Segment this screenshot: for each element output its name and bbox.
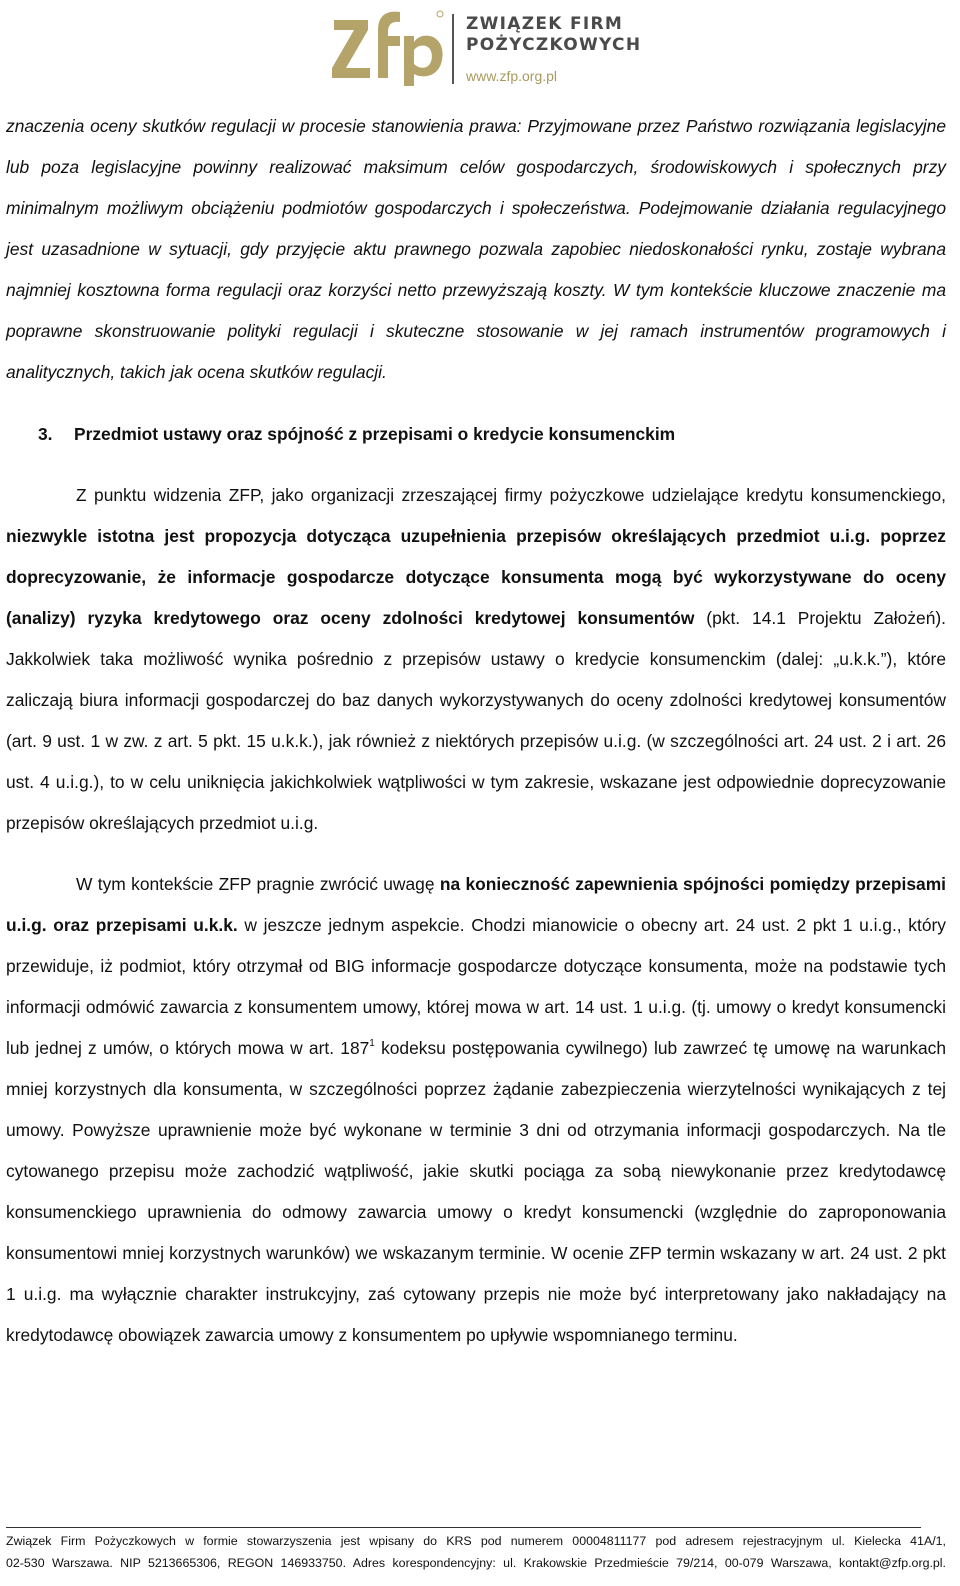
footer-divider: [6, 1527, 921, 1528]
footer: [6, 1530, 946, 1574]
organization-name: [466, 14, 641, 56]
organization-name-line2: POŻYCZKOWYCH: [466, 35, 642, 55]
paragraph-consistency: [6, 864, 946, 1356]
paragraph-consistency-bold: na konieczność zapewnienia spójności pomiędzy przepisami u.i.g. oraz przepisami u.k.k.: [6, 874, 946, 935]
organization-logo: [330, 6, 660, 86]
paragraph-subject: [6, 475, 946, 844]
organization-name-line1: ZWIĄZEK FIRM: [466, 14, 624, 34]
section-number: 3.: [38, 424, 53, 444]
paragraph-consistency-text-c: w jeszcze jednym aspekcie. Chodzi mianowicie o obecny art. 24 ust. 2 pkt 1 u.i.g., który przewiduje, iż podmiot, który otrzymał od BIG informacje gospodarcze dotyczące konsumenta, może na podstawie tych informacji odmówić zawarcia z konsumentem umowy, której mowa w art. 14 ust. 1 u.i.g. (tj. umowy o kredyt konsumencki lub jednej z umów, o których mowa w art. 187: [6, 915, 946, 1058]
superscript-marker: 1: [369, 1038, 375, 1049]
paragraph-subject-bold: niezwykle istotna jest propozycja dotycząca uzupełnienia przepisów określających przedmiot u.i.g. poprzez doprecyzowanie, że informacje gospodarcze dotyczące konsumenta mogą być wykorzystywane do oceny (analizy) ryzyka kredytowego oraz oceny zdolności kredytowej konsumentów: [6, 526, 946, 628]
paragraph-subject-text-c: (pkt. 14.1 Projektu Założeń). Jakkolwiek taka możliwość wynika pośrednio z przepisów ustawy o kredycie konsumenckim (dalej: „u.k.k.”), które zaliczają biura informacji gospodarczej do baz danych wykorzystywanych do oceny zdolności kredytowej konsumentów (art. 9 ust. 1 w zw. z art. 5 pkt. 15 u.k.k.), jak również z niektórych przepisów u.i.g. (w szczególności art. 24 ust. 2 i art. 26 ust. 4 u.i.g.), to w celu uniknięcia jakichkolwiek wątpliwości w tym zakresie, wskazane jest odpowiednie doprecyzowanie przepisów określających przedmiot u.i.g.: [6, 608, 946, 833]
document-body: [6, 106, 946, 1356]
paragraph-consistency-text-a: W tym kontekście ZFP pragnie zwrócić uwagę: [76, 874, 440, 894]
footer-line-2: 02-530 Warszawa. NIP 5213665306, REGON 146933750. Adres korespondencyjny: ul. Krakowskie Przedmieście 79/214, 00-079 Warszawa, kontakt@zfp.org.pl.: [6, 1556, 946, 1570]
logo-divider: [452, 14, 454, 84]
footer-line-1: Związek Firm Pożyczkowych w formie stowarzyszenia jest wpisany do KRS pod numerem 00004811177 pod adresem rejestracyjnym ul. Kielecka 41A/1,: [6, 1534, 946, 1548]
paragraph-subject-text-a: Z punktu widzenia ZFP, jako organizacji zrzeszającej firmy pożyczkowe udzielające kredytu konsumenckiego,: [76, 485, 946, 505]
section-heading: [6, 414, 946, 455]
section-title: Przedmiot ustawy oraz spójność z przepisami o kredycie konsumenckim: [74, 424, 676, 444]
zfp-logo-icon: [330, 6, 445, 86]
paragraph-intro: znaczenia oceny skutków regulacji w procesie stanowienia prawa: Przyjmowane przez Państwo rozwiązania legislacyjne lub poza legislacyjne powinny realizować maksimum celów gospodarczych, środowiskowych i społecznych przy minimalnym możliwym obciążeniu podmiotów gospodarczych i społeczeństwa. Podejmowanie działania regulacyjnego jest uzasadnione w sytuacji, gdy przyjęcie aktu prawnego pozwala zapobiec niedoskonałości rynku, zostaje wybrana najmniej kosztowna forma regulacji oraz korzyści netto przewyższają koszty. W tym kontekście kluczowe znaczenie ma poprawne skonstruowanie polityki regulacji i skuteczne stosowanie w jej ramach instrumentów programowych i analitycznych, takich jak ocena skutków regulacji.: [6, 116, 946, 382]
paragraph-consistency-text-d: kodeksu postępowania cywilnego) lub zawrzeć tę umowę na warunkach mniej korzystnych dla konsumenta, w szczególności poprzez żądanie zabezpieczenia wierzytelności wynikających z tej umowy. Powyższe uprawnienie może być wykonane w terminie 3 dni od otrzymania informacji gospodarczych. Na tle cytowanego przepisu może zachodzić wątpliwość, jakie skutki pociąga za sobą niewykonanie przez kredytodawcę konsumenckiego uprawnienia do odmowy zawarcia umowy o kredyt konsumencki (względnie do zaproponowania konsumentowi mniej korzystnych warunków) we wskazanym terminie. W ocenie ZFP termin wskazany w art. 24 ust. 2 pkt 1 u.i.g. ma wyłącznie charakter instrukcyjny, zaś cytowany przepis nie może być interpretowany jako nakładający na kredytodawcę obowiązek zawarcia umowy z konsumentem po upływie wspomnianego terminu.: [6, 1038, 946, 1345]
website-link[interactable]: www.zfp.org.pl: [466, 68, 558, 84]
